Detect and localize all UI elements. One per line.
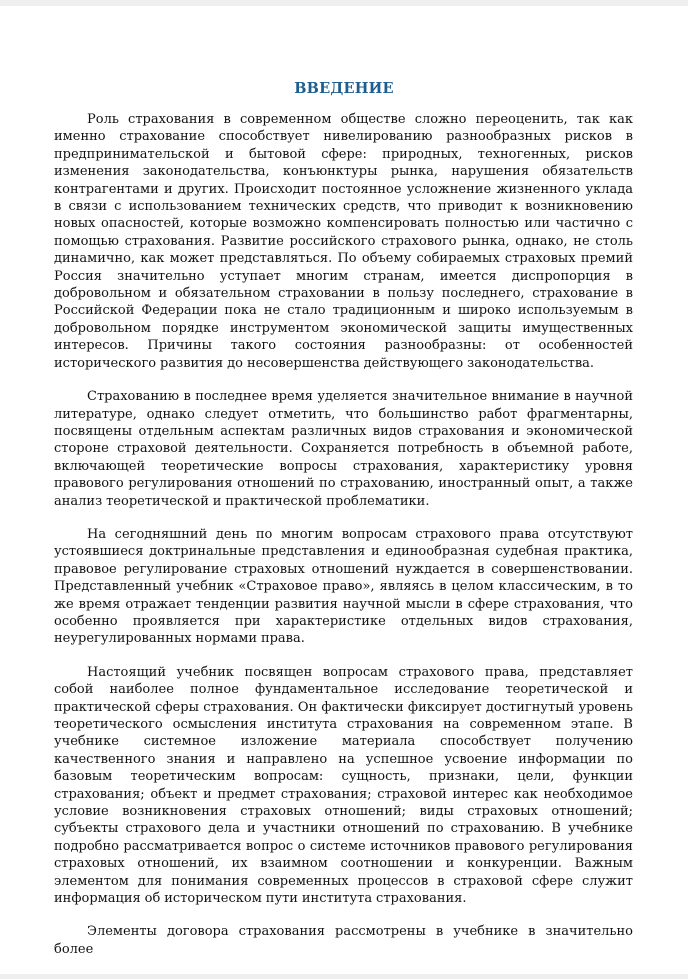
paragraph: Страхованию в последнее время уделяется значительное внимание в научной литературе, однако следует отметить, что большинство работ фрагментарны, посвящены отдельным аспектам различных видов страхования и экономической стороне страховой деятельности. Сохраняется потребность в объемной работе, включающей теоретические вопросы страхования, характеристику уровня правового регулирования отношений по страхованию, иностранный опыт, а также анализ теоретической и практической проблематики. — [54, 389, 633, 509]
paragraph: На сегодняшний день по многим вопросам страхового права отсутствуют устоявшиеся доктринальные представления и единообразная судебная практика, правовое регулирование страховых отношений нуждается в совершенствовании. Представленный учебник «Страховое право», являясь в целом классическим, в то же время отражает тенденции развития научной мысли в сфере страхования, что особенно проявляется при характеристике отдельных видов страхования, неурегулированных нормами права. — [54, 526, 633, 647]
document-page — [0, 6, 688, 974]
paragraph: Роль страхования в современном обществе сложно переоценить, так как именно страхование способствует нивелированию разнообразных рисков в предпринимательской и бытовой сфере: природных, техногенных, рисков изменения законодательства, конъюнктуры рынка, нарушения обязательств контрагентами и других. Происходит постоянное усложнение жизненного уклада в связи с использованием технических средств, что приводит к возникновению новых опасностей, которые возможно компенсировать полностью или частично с помощью страхования. Развитие российского страхового рынка, однако, не столь динамично, как может представляться. По объему собираемых страховых премий Россия значительно уступает многим странам, имеется диспропорция в добровольном и обязательном страховании в пользу последнего, страхование в Российской Федерации пока не стало традиционным и широко используемым в добровольном порядке инструментом экономической защиты имущественных интересов. Причины такого состояния разнообразны: от особенностей исторического развития до несовершенства действующего законодательства. — [54, 112, 633, 371]
paragraph: Настоящий учебник посвящен вопросам страхового права, представляет собой наиболее полное фундаментальное исследование теоретической и практической сферы страхования. Он фактически фиксирует достигнутый уровень теоретического осмысления института страхования на современном этапе. В учебнике системное изложение материала способствует получению качественного знания и направлено на успешное усвоение информации по базовым теоретическим вопросам: сущность, признаки, цели, функции страхования; объект и предмет страхования; страховой интерес как необходимое условие возникновения страховых отношений; виды страховых отношений; субъекты страхового дела и участники отношений по страхованию. В учебнике подробно рассматривается вопрос о системе источников правового регулирования страховых отношений, их взаимном соотношении и конкуренции. Важным элементом для понимания современных процессов в страховой сфере служит информация об историческом пути института страхования. — [54, 664, 633, 907]
chapter-heading: ВВЕДЕНИЕ — [294, 80, 394, 97]
paragraph: Элементы договора страхования рассмотрены в учебнике в значительно более — [54, 924, 633, 957]
document-body — [54, 111, 633, 974]
